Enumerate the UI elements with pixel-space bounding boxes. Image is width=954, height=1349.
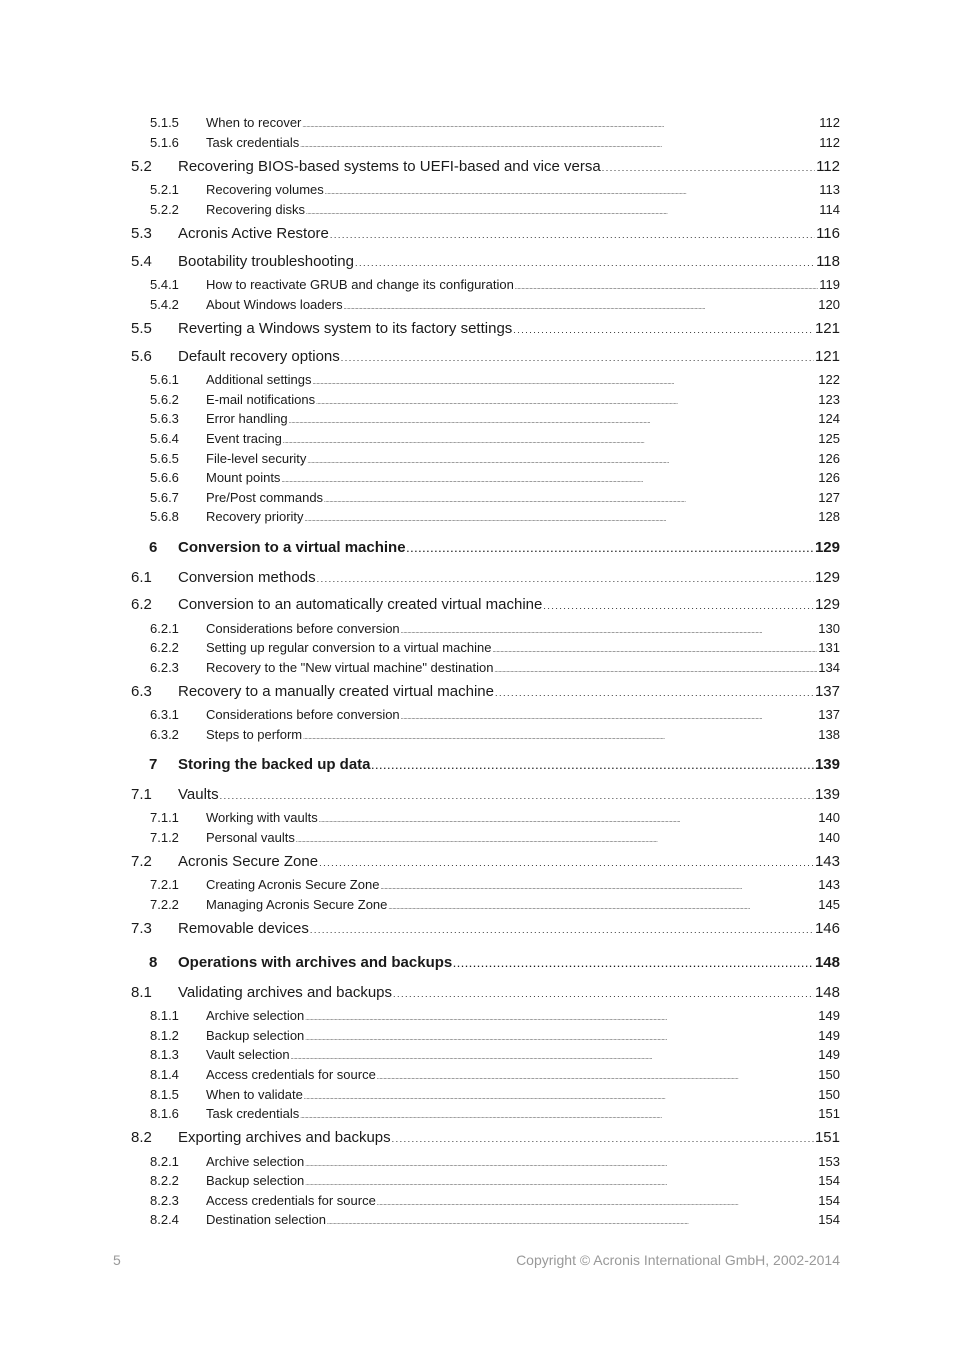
toc-entry-title-line [206,431,840,446]
toc-dot-leader [392,1134,814,1144]
toc-entry-number: 8.2.2 [150,1173,179,1188]
toc-dot-leader [305,1162,817,1168]
toc-entry-page: 121 [814,320,840,337]
toc-entry-number: 5.4.1 [150,277,179,292]
toc-entry-title: Removable devices [178,920,309,937]
toc-entry-title-line [206,115,840,130]
toc-entry-title-line [178,920,840,937]
toc-dot-leader [302,123,818,129]
toc-entry-title: How to reactivate GRUB and change its configuration [206,277,514,292]
toc-entry-page: 148 [814,954,840,971]
toc-entry-page: 112 [819,135,840,150]
toc-entry-page: 149 [818,1008,840,1023]
toc-entry-page: 148 [814,984,840,1001]
toc-dot-leader [401,715,818,721]
toc-entry-title-line [178,954,840,971]
toc-entry-number: 5.6.6 [150,470,179,485]
toc-entry-title-line [206,1154,840,1169]
toc-entry-title: Storing the backed up data [178,756,371,773]
toc-entry-title-line [178,225,840,242]
toc-entry-title-line [206,372,840,387]
toc-dot-leader [372,761,814,771]
toc-entry-title-line [178,158,840,175]
toc-entry-number: 8.2 [131,1129,152,1146]
toc-entry-page: 143 [814,853,840,870]
toc-entry-title: E-mail notifications [206,392,316,407]
toc-entry-page: 151 [814,1129,840,1146]
toc-entry-number: 7.1 [131,786,152,803]
toc-entry-page: 129 [814,596,840,613]
toc-entry-title: When to validate [206,1087,303,1102]
toc-entry-title: Recovery priority [206,509,304,524]
toc-entry-title-line [206,1193,840,1208]
toc-dot-leader [453,959,814,969]
toc-entry-title-line [206,1106,840,1121]
toc-dot-leader [281,478,817,484]
toc-entry-page: 140 [818,810,840,825]
toc-entry-page: 140 [818,830,840,845]
toc-entry-title: Event tracing [206,431,282,446]
toc-entry-title: Conversion methods [178,569,316,586]
toc-entry-title-line [178,786,840,803]
toc-entry-number: 8.2.4 [150,1212,179,1227]
toc-entry-page: 138 [818,727,840,742]
toc-entry-page: 122 [818,372,840,387]
toc-dot-leader [515,285,818,291]
toc-entry-title-line [178,853,840,870]
toc-dot-leader [319,858,814,868]
toc-dot-leader [305,517,818,523]
toc-entry-title-line [206,277,840,292]
toc-dot-leader [355,258,815,268]
toc-dot-leader [494,668,817,674]
toc-entry-title-line [206,1028,840,1043]
toc-entry-title: Archive selection [206,1008,305,1023]
toc-dot-leader [305,1036,817,1042]
toc-entry-title: Working with vaults [206,810,318,825]
toc-entry-number: 5.6 [131,348,152,365]
toc-entry-number: 8.1.6 [150,1106,179,1121]
toc-dot-leader [316,400,817,406]
toc-entry-title-line [206,1212,840,1227]
toc-entry-title: Operations with archives and backups [178,954,453,971]
toc-entry-title: Access credentials for source [206,1193,376,1208]
toc-entry-title: Creating Acronis Secure Zone [206,877,380,892]
toc-dot-leader [300,1114,817,1120]
toc-entry-number: 8.2.3 [150,1193,179,1208]
toc-entry-title-line [206,877,840,892]
toc-entry-page: 153 [818,1154,840,1169]
toc-entry-number: 5.6.5 [150,451,179,466]
toc-dot-leader [304,1095,817,1101]
toc-entry-title-line [178,539,840,556]
toc-entry-page: 150 [818,1067,840,1082]
toc-entry-number: 5.1.6 [150,135,179,150]
toc-entry-number: 6.1 [131,569,152,586]
toc-entry-title: Setting up regular conversion to a virtual machine [206,640,492,655]
toc-entry-title-line [206,509,840,524]
toc-entry-number: 7.2 [131,853,152,870]
toc-dot-leader [495,688,814,698]
toc-entry-page: 121 [814,348,840,365]
toc-entry-title: Bootability troubleshooting [178,253,354,270]
toc-dot-leader [324,498,817,504]
toc-entry-title-line [206,470,840,485]
toc-entry-number: 7.1.1 [150,810,179,825]
toc-entry-page: 131 [818,640,840,655]
toc-entry-title-line [206,1087,840,1102]
toc-entry-title-line [178,348,840,365]
footer-copyright: Copyright © Acronis International GmbH, 2002-2014 [516,1252,840,1268]
toc-entry-page: 137 [814,683,840,700]
toc-entry-title: Exporting archives and backups [178,1129,391,1146]
toc-entry-number: 5.6.8 [150,509,179,524]
toc-entry-number: 6.3 [131,683,152,700]
toc-entry-title: Recovery to the "New virtual machine" destination [206,660,494,675]
toc-entry-title: File-level security [206,451,307,466]
toc-dot-leader [303,735,817,741]
toc-entry-title: Acronis Secure Zone [178,853,319,870]
toc-entry-page: 150 [818,1087,840,1102]
toc-dot-leader [325,190,818,196]
toc-entry-title: Acronis Active Restore [178,225,329,242]
toc-entry-page: 123 [818,392,840,407]
toc-entry-number: 5.2.1 [150,182,179,197]
toc-entry-title-line [206,1008,840,1023]
toc-entry-page: 118 [816,253,840,270]
toc-entry-title: Vault selection [206,1047,290,1062]
toc-entry-title: Considerations before conversion [206,621,400,636]
toc-entry-title: Default recovery options [178,348,340,365]
toc-entry-number: 8.2.1 [150,1154,179,1169]
toc-dot-leader [296,838,817,844]
toc-entry-page: 149 [818,1047,840,1062]
toc-entry-page: 129 [814,539,840,556]
toc-entry-title: When to recover [206,115,302,130]
toc-dot-leader [306,210,818,216]
toc-entry-title-line [206,810,840,825]
toc-dot-leader [344,305,818,311]
toc-entry-title: Personal vaults [206,830,295,845]
toc-entry-number: 6.3.2 [150,727,179,742]
toc-entry-title-line [206,451,840,466]
toc-entry-number: 8.1.2 [150,1028,179,1043]
toc-entry-title: Task credentials [206,135,300,150]
toc-entry-title-line [178,984,840,1001]
toc-entry-title: Recovering volumes [206,182,324,197]
toc-entry-number: 7.1.2 [150,830,179,845]
toc-entry-title-line [206,707,840,722]
toc-entry-number: 8.1 [131,984,152,1001]
toc-entry-page: 116 [816,225,840,242]
toc-entry-title: Conversion to a virtual machine [178,539,406,556]
toc-entry-page: 125 [818,431,840,446]
toc-entry-page: 154 [818,1193,840,1208]
toc-dot-leader [543,601,814,611]
toc-entry-title: Recovering BIOS-based systems to UEFI-based and vice versa [178,158,601,175]
toc-entry-number: 7.2.2 [150,897,179,912]
toc-entry-number: 6.2.2 [150,640,179,655]
toc-dot-leader [341,353,814,363]
toc-entry-page: 114 [819,202,840,217]
toc-entry-title-line [206,297,840,312]
toc-dot-leader [393,989,814,999]
toc-entry-title: Archive selection [206,1154,305,1169]
toc-dot-leader [283,439,817,445]
toc-entry-number: 5.4 [131,253,152,270]
toc-entry-page: 120 [818,297,840,312]
toc-dot-leader [388,905,817,911]
toc-entry-page: 154 [818,1173,840,1188]
toc-entry-title-line [206,1047,840,1062]
toc-entry-number: 5.6.4 [150,431,179,446]
toc-entry-page: 139 [814,756,840,773]
toc-entry-title: Destination selection [206,1212,326,1227]
toc-entry-title: Recovery to a manually created virtual machine [178,683,494,700]
toc-dot-leader [513,325,814,335]
toc-entry-title-line [206,621,840,636]
toc-entry-page: 139 [814,786,840,803]
toc-entry-title: Vaults [178,786,219,803]
toc-entry-title-line [206,202,840,217]
toc-dot-leader [602,163,815,173]
toc-entry-number: 5.2.2 [150,202,179,217]
toc-entry-page: 119 [819,277,840,292]
toc-entry-title-line [206,727,840,742]
toc-entry-page: 134 [818,660,840,675]
toc-entry-title-line [206,897,840,912]
toc-entry-title: Error handling [206,411,288,426]
toc-dot-leader [377,1075,818,1081]
toc-dot-leader [380,885,817,891]
toc-entry-title-line [206,490,840,505]
toc-entry-title-line [178,1129,840,1146]
toc-dot-leader [310,925,814,935]
toc-dot-leader [305,1016,817,1022]
toc-entry-number: 5.6.3 [150,411,179,426]
toc-entry-number: 5.6.7 [150,490,179,505]
toc-entry-title: Recovering disks [206,202,305,217]
toc-entry-title: About Windows loaders [206,297,343,312]
toc-entry-page: 124 [818,411,840,426]
toc-entry-title-line [206,182,840,197]
toc-entry-title: Pre/Post commands [206,490,324,505]
toc-entry-page: 149 [818,1028,840,1043]
toc-dot-leader [300,143,818,149]
toc-entry-title-line [206,135,840,150]
toc-dot-leader [307,459,817,465]
toc-entry-page: 127 [818,490,840,505]
toc-entry-title-line [206,392,840,407]
toc-entry-number: 8.1.3 [150,1047,179,1062]
toc-dot-leader [317,574,814,584]
toc-entry-title-line [206,1173,840,1188]
toc-entry-page: 146 [814,920,840,937]
toc-entry-title-line [206,660,840,675]
toc-entry-page: 145 [818,897,840,912]
toc-entry-title: Conversion to an automatically created virtual machine [178,596,543,613]
toc-entry-title-line [178,569,840,586]
toc-entry-number: 6.3.1 [150,707,179,722]
toc-entry-title: Backup selection [206,1173,305,1188]
toc-entry-number: 5.4.2 [150,297,179,312]
toc-entry-number: 8.1.4 [150,1067,179,1082]
toc-entry-title-line [178,683,840,700]
toc-entry-number: 5.1.5 [150,115,179,130]
toc-entry-number: 5.2 [131,158,152,175]
toc-entry-page: 112 [816,158,840,175]
toc-dot-leader [319,818,818,824]
toc-entry-title-line [178,320,840,337]
toc-entry-number: 6.2.1 [150,621,179,636]
toc-entry-title-line [178,253,840,270]
toc-entry-page: 143 [818,877,840,892]
toc-entry-number: 8.1.1 [150,1008,179,1023]
toc-entry-page: 113 [819,182,840,197]
toc-entry-title: Steps to perform [206,727,303,742]
toc-entry-number: 5.3 [131,225,152,242]
toc-dot-leader [330,230,815,240]
toc-dot-leader [492,648,817,654]
toc-entry-page: 130 [818,621,840,636]
toc-entry-title: Task credentials [206,1106,300,1121]
toc-dot-leader [313,380,818,386]
toc-entry-number: 5.6.1 [150,372,179,387]
toc-entry-number: 5.6.2 [150,392,179,407]
toc-entry-title: Backup selection [206,1028,305,1043]
toc-entry-page: 112 [819,115,840,130]
toc-dot-leader [291,1055,818,1061]
toc-dot-leader [377,1201,818,1207]
toc-entry-title: Considerations before conversion [206,707,400,722]
toc-entry-number: 8.1.5 [150,1087,179,1102]
toc-dot-leader [305,1181,817,1187]
toc-entry-number: 6.2 [131,596,152,613]
toc-dot-leader [327,1220,817,1226]
toc-entry-page: 154 [818,1212,840,1227]
toc-entry-number: 7.2.1 [150,877,179,892]
toc-entry-title: Managing Acronis Secure Zone [206,897,388,912]
toc-entry-title: Additional settings [206,372,312,387]
toc-entry-number: 7.3 [131,920,152,937]
toc-entry-title: Validating archives and backups [178,984,393,1001]
toc-entry-number: 6 [149,539,158,556]
toc-entry-number: 8 [149,954,158,971]
toc-entry-title-line [178,596,840,613]
toc-dot-leader [401,629,818,635]
toc-entry-number: 6.2.3 [150,660,179,675]
toc-dot-leader [289,419,818,425]
toc-entry-title: Access credentials for source [206,1067,376,1082]
toc-entry-title-line [206,640,840,655]
toc-entry-title-line [206,1067,840,1082]
toc-entry-title-line [206,411,840,426]
toc-entry-page: 129 [814,569,840,586]
footer-page-number: 5 [113,1252,121,1268]
toc-entry-title-line [206,830,840,845]
toc-entry-title: Reverting a Windows system to its factory settings [178,320,513,337]
toc-entry-number: 5.5 [131,320,152,337]
toc-dot-leader [220,791,814,801]
toc-dot-leader [407,544,814,554]
toc-entry-page: 126 [818,470,840,485]
toc-entry-title-line [178,756,840,773]
toc-entry-page: 151 [818,1106,840,1121]
toc-entry-title: Mount points [206,470,281,485]
toc-entry-number: 7 [149,756,158,773]
toc-entry-page: 137 [818,707,840,722]
toc-entry-page: 128 [818,509,840,524]
toc-entry-page: 126 [818,451,840,466]
